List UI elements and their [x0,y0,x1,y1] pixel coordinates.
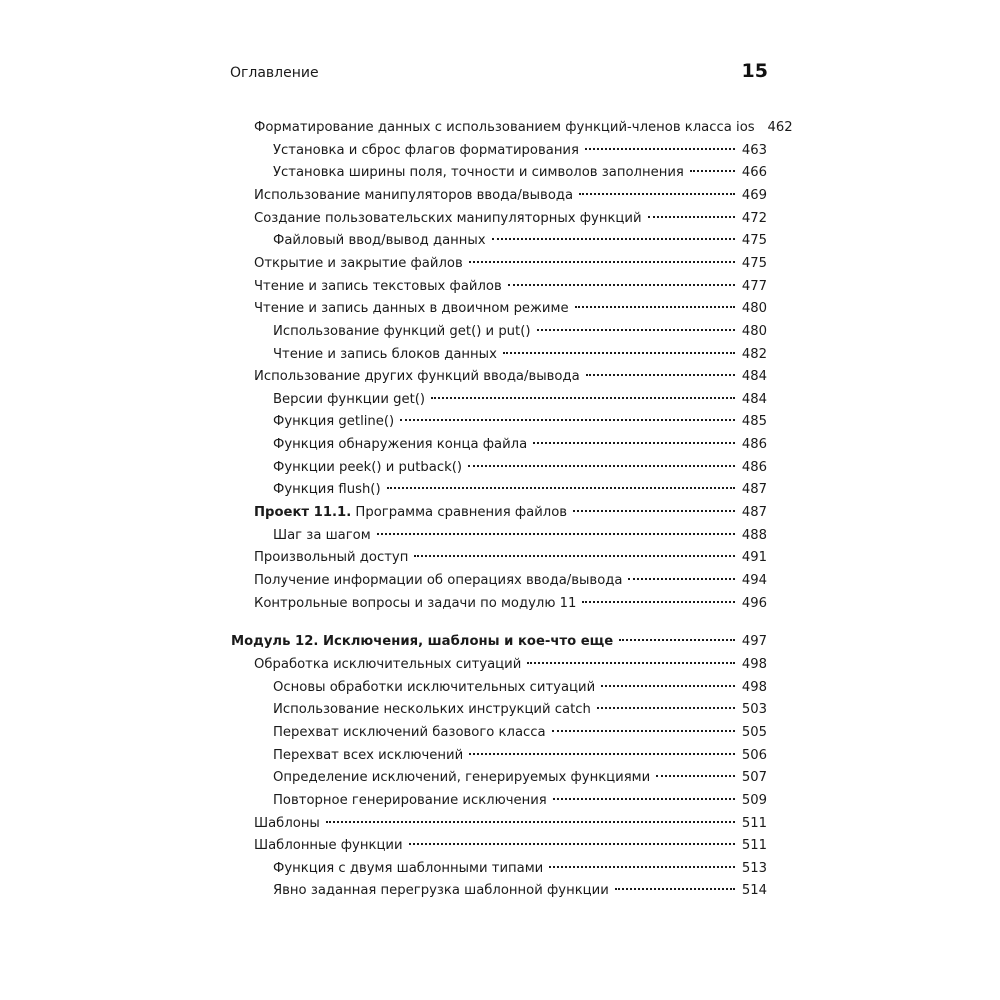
toc-page-number: 496 [741,595,767,611]
toc-entry [254,366,767,388]
running-header [230,62,768,86]
toc-page-number: 484 [741,369,767,385]
toc-entry [273,389,767,411]
toc-entry [273,858,767,880]
toc-entry [254,117,793,139]
toc-entry-title: Использование нескольких инструкций catch [273,702,591,718]
dot-leader [690,170,735,172]
toc-entry-title: Чтение и запись данных в двоичном режиме [254,301,569,317]
toc-entry [273,745,767,767]
toc-entry-title: Использование функций get() и put() [273,323,531,339]
toc-entry-title: Шаблоны [254,815,320,831]
toc-entry [273,140,767,162]
toc-page-number: 475 [741,233,767,249]
toc-entry [273,722,767,744]
dot-leader [552,730,735,732]
dot-leader [431,397,735,399]
toc-entry-title: Чтение и запись текстовых файлов [254,278,502,294]
toc-entry [254,654,767,676]
toc-entry [254,276,767,298]
toc-entry-title: Версии функции get() [273,391,426,407]
toc-entry [254,298,767,320]
toc-entry-title: Перехват всех исключений [273,747,464,763]
toc-page-number: 503 [741,702,767,718]
toc-entry-title: Создание пользовательских манипуляторных функций [254,210,642,226]
dot-leader [582,601,735,603]
dot-leader [628,578,735,580]
project-prefix: Проект 11.1. [254,505,352,520]
toc-entry [254,502,767,524]
toc-page-number: 491 [741,550,767,566]
toc-entry-title: Установка ширины поля, точности и символов заполнения [273,165,684,181]
toc-entry-title: Определение исключений, генерируемых функциями [273,770,651,786]
dot-leader [585,148,735,150]
toc-page-number: 514 [741,883,767,899]
toc-entry-title: Функция обнаружения конца файла [273,437,528,453]
toc-page-number: 513 [741,860,767,876]
toc-entry [273,344,767,366]
dot-leader [553,798,735,800]
dot-leader [414,555,735,557]
toc-entry [273,457,767,479]
toc-entry-title: Основы обработки исключительных ситуаций [273,679,596,695]
dot-leader [503,352,735,354]
dot-leader [469,753,735,755]
dot-leader [586,374,735,376]
toc-entry-title: Чтение и запись блоков данных [273,346,497,362]
toc-entry [273,479,767,501]
toc-entry [273,434,767,456]
toc-entry [254,570,767,592]
toc-page-number: 482 [741,346,767,362]
dot-leader [579,193,735,195]
dot-leader [549,866,735,868]
dot-leader [527,662,735,664]
toc-entry [273,880,767,902]
toc-page-number: 477 [741,278,767,294]
toc-entry [254,253,767,275]
toc-page-number: 486 [741,437,767,453]
toc-entry-title: Модуль 12. Исключения, шаблоны и кое-что еще [231,634,614,650]
toc-page-number: 472 [741,210,767,226]
toc-entry [254,813,767,835]
toc-entry-title: Использование манипуляторов ввода/вывода [254,187,574,203]
dot-leader [533,442,735,444]
toc-entry [273,767,767,789]
toc-entry-title: Форматирование данных с использованием функций-членов класса ios [254,120,755,135]
dot-leader [400,419,735,421]
toc-entry [254,835,767,857]
toc-entry [273,699,767,721]
dot-leader [615,888,735,890]
page-number: 15 [741,60,768,82]
dot-leader [326,821,735,823]
toc-entry [254,185,767,207]
dot-leader [377,533,735,535]
toc-entry-title: Контрольные вопросы и задачи по модулю 11 [254,595,577,611]
toc-page-number: 497 [741,634,767,650]
toc-page-number: 484 [741,391,767,407]
toc-page-number: 480 [741,323,767,339]
toc-entry-title: Шаблонные функции [254,838,403,854]
toc-page-number: 507 [741,770,767,786]
dot-leader [508,284,735,286]
toc-page-number: 511 [741,838,767,854]
toc-page-number: 509 [741,792,767,808]
toc-page-number: 462 [767,120,793,135]
toc-entry-title: Функция getline() [273,414,395,430]
toc-entry-title: Открытие и закрытие файлов [254,255,463,271]
dot-leader [575,306,735,308]
toc-page-number: 494 [741,573,767,588]
toc-page-number: 498 [741,656,767,672]
dot-leader [492,238,735,240]
toc-entry-title: Использование других функций ввода/вывода [254,369,580,385]
toc-entry [273,525,767,547]
toc-entry-title: Произвольный доступ [254,550,409,566]
toc-page-number: 488 [741,527,767,543]
toc-page-number: 475 [741,255,767,271]
dot-leader [656,775,735,777]
toc-entry [273,790,767,812]
toc-module-entry [231,631,767,653]
toc-page-number: 466 [741,165,767,181]
toc-entry-title: Обработка исключительных ситуаций [254,656,522,672]
toc-entry-title: Повторное генерирование исключения [273,792,547,808]
toc-page-number: 487 [741,505,767,520]
toc-entry [254,208,767,230]
toc-entry [273,321,767,343]
toc-entry [273,411,767,433]
toc-entry-title: Функции peek() и putback() [273,459,463,475]
toc-entry [254,547,767,569]
toc-entry-title: Функция с двумя шаблонными типами [273,860,544,876]
toc-entry-title: Явно заданная перегрузка шаблонной функции [273,883,609,899]
toc-entry-title: Получение информации об операциях ввода/вывода [254,573,623,588]
section-title: Оглавление [230,65,319,81]
toc-entry [273,677,767,699]
toc-page-number: 487 [741,482,767,498]
dot-leader [387,487,735,489]
toc-page-number: 485 [741,414,767,430]
toc-entry-title: Перехват исключений базового класса [273,724,546,740]
dot-leader [537,329,735,331]
dot-leader [573,510,735,512]
toc-page-number: 505 [741,724,767,740]
toc-entry [254,593,767,615]
toc-entry-title: Установка и сброс флагов форматирования [273,142,579,158]
toc-entry [273,162,767,184]
dot-leader [601,685,735,687]
dot-leader [597,707,735,709]
toc-page-number: 486 [741,459,767,475]
dot-leader [648,216,735,218]
dot-leader [409,843,735,845]
toc-entry-title: Функция flush() [273,482,381,498]
toc-page-number: 511 [741,815,767,831]
dot-leader [469,261,735,263]
toc-entry-title: Шаг за шагом [273,527,371,543]
toc-entry-title: Файловый ввод/вывод данных [273,233,486,249]
toc-page-number: 463 [741,142,767,158]
toc-page-number: 506 [741,747,767,763]
toc-page-number: 469 [741,187,767,203]
dot-leader [468,465,735,467]
toc-page-number: 498 [741,679,767,695]
toc-entry [273,230,767,252]
toc-page-number: 480 [741,301,767,317]
toc-entry-title: Проект 11.1. Программа сравнения файлов [254,505,568,520]
dot-leader [619,639,735,641]
